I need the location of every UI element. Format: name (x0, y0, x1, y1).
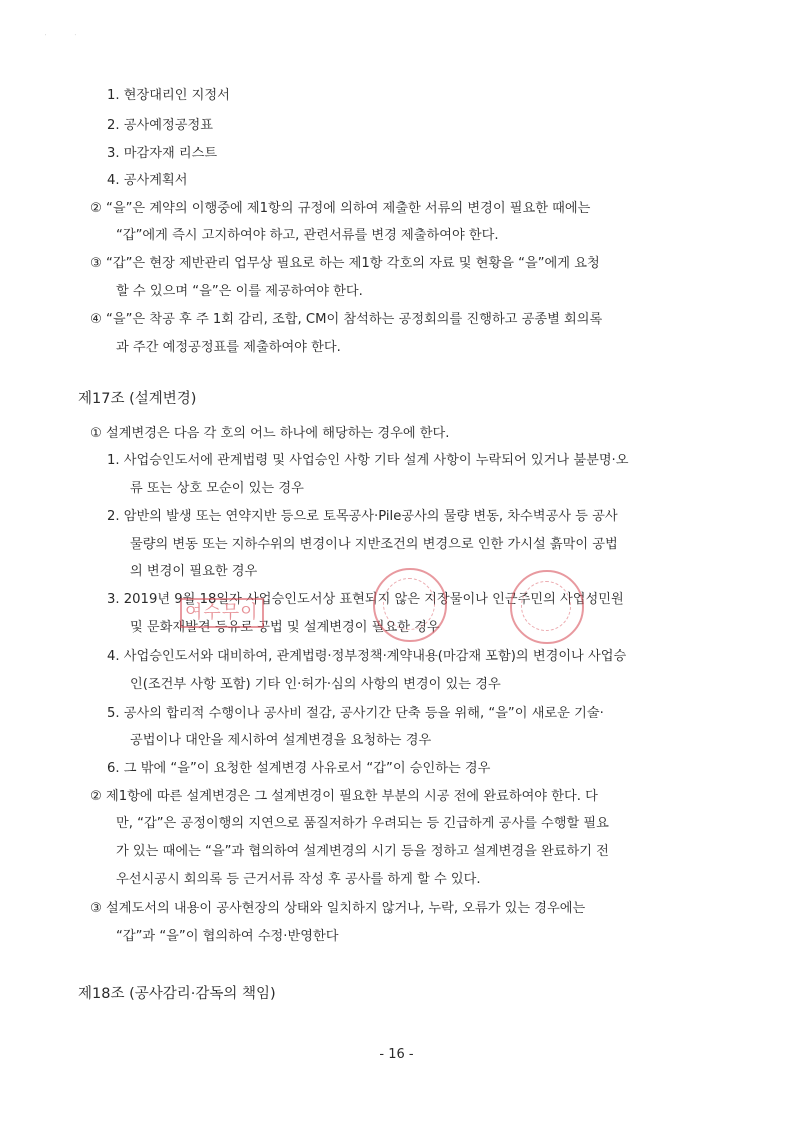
paragraph-line: ② 제1항에 따른 설계변경은 그 설계변경이 필요한 부분의 시공 전에 완료하여야 한다. 다 (90, 789, 598, 804)
paragraph-line: 1. 사업승인도서에 관계법령 및 사업승인 사항 기타 설계 사항이 누락되어 있거나 불분명·오 (107, 453, 629, 468)
paragraph-line: 1. 현장대리인 지정서 (107, 88, 230, 103)
paragraph-line: 공법이나 대안을 제시하여 설계변경을 요청하는 경우 (130, 733, 432, 748)
paragraph-line: 할 수 있으며 “을”은 이를 제공하여야 한다. (116, 284, 363, 299)
paragraph-line: 3. 마감자재 리스트 (107, 146, 218, 161)
red-name-stamp: 여수무이 (180, 598, 264, 628)
paragraph-line: ④ “을”은 착공 후 주 1회 감리, 조합, CM이 참석하는 공정회의를 진행하고 공종별 회의록 (90, 312, 603, 327)
paragraph-line: 우선시공시 회의록 등 근거서류 작성 후 공사를 하게 할 수 있다. (116, 872, 481, 887)
paragraph-line: ③ “갑”은 현장 제반관리 업무상 필요로 하는 제1항 각호의 자료 및 현황을 “을”에게 요청 (90, 256, 600, 271)
paragraph-line: 인(조건부 사항 포함) 기타 인·허가·심의 사항의 변경이 있는 경우 (130, 677, 501, 692)
paragraph-line: 6. 그 밖에 “을”이 요청한 설계변경 사유로서 “갑”이 승인하는 경우 (107, 761, 491, 776)
paragraph-line: ① 설계변경은 다음 각 호의 어느 하나에 해당하는 경우에 한다. (90, 426, 450, 441)
article-heading: 제18조 (공사감리·감독의 책임) (78, 986, 276, 1002)
paragraph-line: 만, “갑”은 공정이행의 지연으로 품질저하가 우려되는 등 긴급하게 공사를 수행할 필요 (116, 816, 609, 831)
paragraph-line: 과 주간 예정공정표를 제출하여야 한다. (116, 340, 341, 355)
paragraph-line: ② “을”은 계약의 이행중에 제1항의 규정에 의하여 제출한 서류의 변경이 필요한 때에는 (90, 201, 591, 216)
paragraph-line: 물량의 변동 또는 지하수위의 변경이나 지반조건의 변경으로 인한 가시설 흙막이 공법 (130, 537, 618, 552)
paragraph-line: 및 문화재발견 등유로 공법 및 설계변경이 필요한 경우 (130, 620, 440, 635)
paragraph-line: ③ 설계도서의 내용이 공사현장의 상태와 일치하지 않거나, 누락, 오류가 있는 경우에는 (90, 901, 586, 916)
paragraph-line: 5. 공사의 합리적 수행이나 공사비 절감, 공사기간 단축 등을 위해, “을”이 새로운 기술· (107, 706, 604, 721)
paragraph-line: 가 있는 때에는 “을”과 협의하여 설계변경의 시기 등을 정하고 설계변경을 완료하기 전 (116, 844, 609, 859)
scan-specks: ˙ ˙ (44, 34, 77, 41)
page-number: - 16 - (379, 1047, 414, 1062)
paragraph-line: 4. 사업승인도서와 대비하여, 관계법령·정부정책·계약내용(마감재 포함)의 변경이나 사업승 (107, 649, 627, 664)
paragraph-line: 류 또는 상호 모순이 있는 경우 (130, 481, 304, 496)
article-heading: 제17조 (설계변경) (78, 391, 197, 407)
paragraph-line: 3. 2019년 9월 18일자 사업승인도서상 표현되지 않은 지장물이나 인근주민의 사업성민원 (107, 592, 624, 607)
paragraph-line: “갑”에게 즉시 고지하여야 하고, 관련서류를 변경 제출하여야 한다. (116, 228, 499, 243)
paragraph-line: “갑”과 “을”이 협의하여 수정·반영한다 (116, 929, 339, 944)
paragraph-line: 4. 공사계획서 (107, 173, 188, 188)
paragraph-line: 의 변경이 필요한 경우 (130, 564, 258, 579)
paragraph-line: 2. 공사예정공정표 (107, 118, 213, 133)
paragraph-line: 2. 암반의 발생 또는 연약지반 등으로 토목공사·Pile공사의 물량 변동, 차수벽공사 등 공사 (107, 509, 618, 524)
